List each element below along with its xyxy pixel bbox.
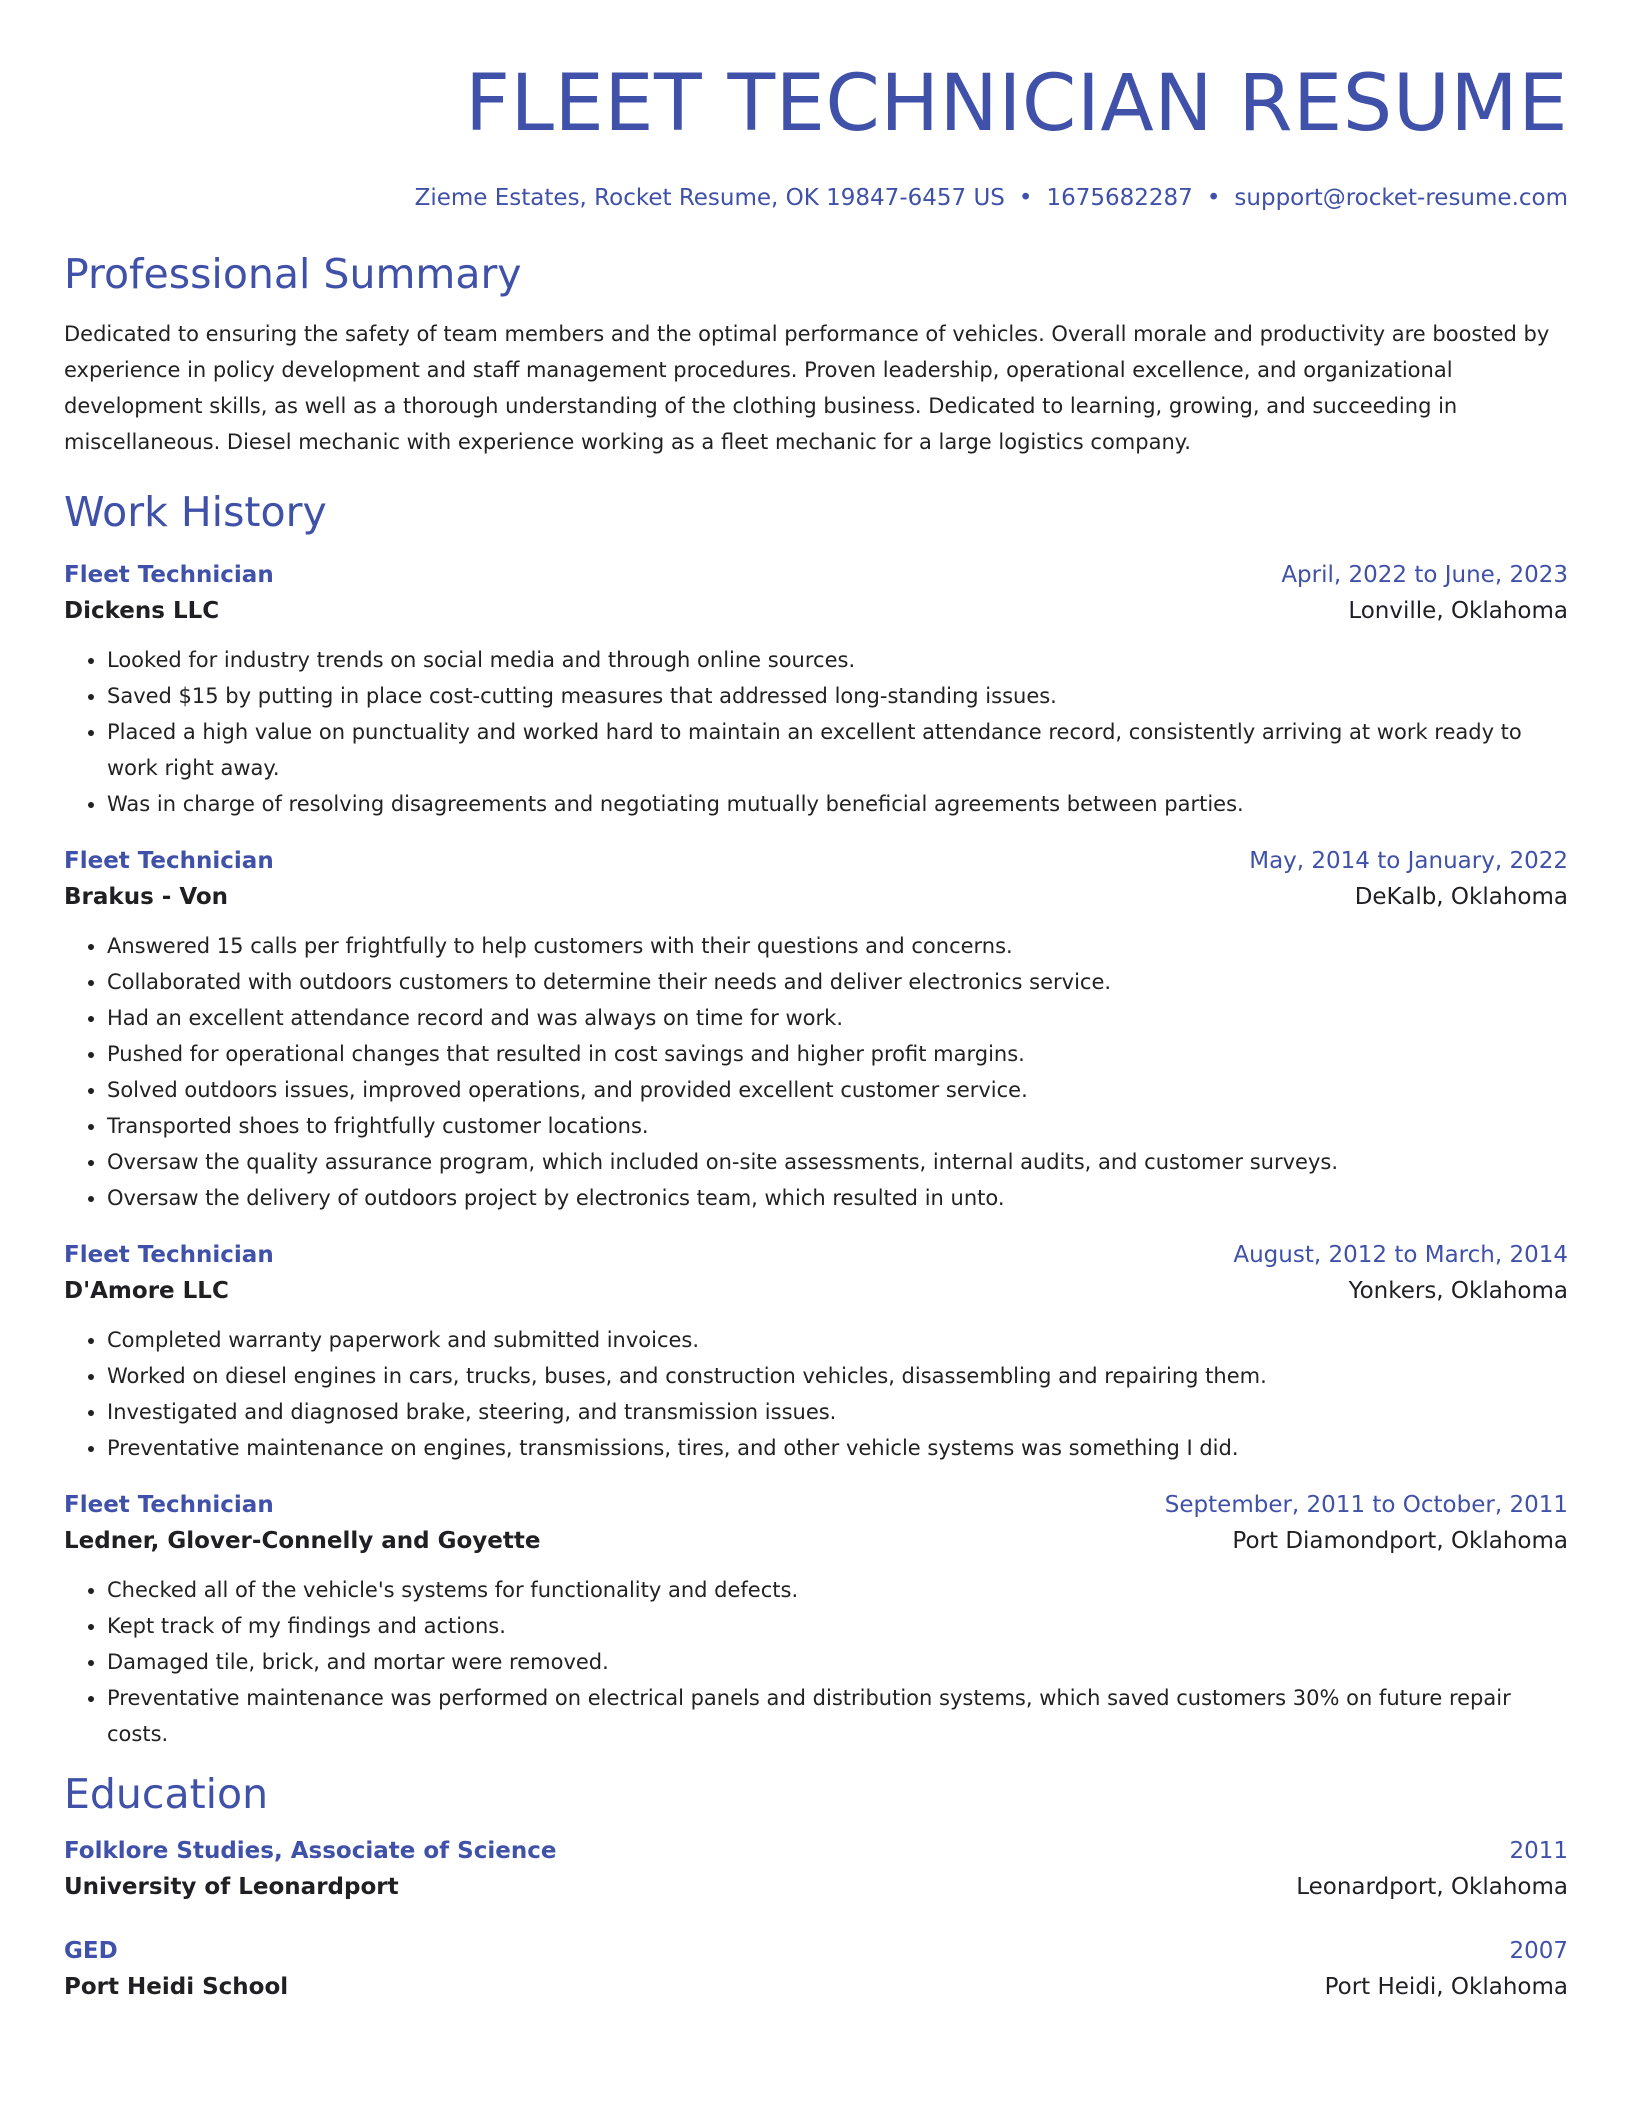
contact-separator: • [1018,185,1033,211]
education-heading: Education [64,1770,269,1818]
job-location: Port Diamondport, Oklahoma [1232,1528,1568,1554]
job-employer: Brakus - Von [64,884,229,910]
education-location: Port Heidi, Oklahoma [1324,1974,1568,2000]
job-location: Lonville, Oklahoma [1348,598,1568,624]
job-role: Fleet Technician [64,1492,274,1518]
contact-address: Zieme Estates, Rocket Resume, OK 19847-6457 US [414,185,1005,211]
contact-phone: 1675682287 [1046,185,1193,211]
job-bullet: • Looked for industry trends on social media and through online sources. [107,642,1568,678]
job-employer: Dickens LLC [64,598,220,624]
job-entry [64,1238,1568,1466]
job-bullets [64,642,1568,822]
education-entry [64,1834,1568,1906]
job-entry [64,558,1568,822]
resume-header [64,56,1568,214]
job-employer: D'Amore LLC [64,1278,229,1304]
job-bullet: • Answered 15 calls per frightfully to help customers with their questions and concerns. [107,928,1568,964]
job-bullet: • Worked on diesel engines in cars, trucks, buses, and construction vehicles, disassembling and repairing them. [107,1358,1568,1394]
education-year: 2011 [1509,1838,1568,1864]
education-year: 2007 [1509,1938,1568,1964]
education-school: University of Leonardport [64,1874,399,1900]
job-entry [64,844,1568,1216]
job-bullets [64,928,1568,1216]
contact-line [64,182,1568,214]
job-role: Fleet Technician [64,562,274,588]
job-bullet: • Damaged tile, brick, and mortar were removed. [107,1644,1568,1680]
job-bullet: • Checked all of the vehicle's systems for functionality and defects. [107,1572,1568,1608]
work-history-heading: Work History [64,488,327,536]
contact-email: support@rocket-resume.com [1234,185,1568,211]
job-bullet: • Oversaw the delivery of outdoors project by electronics team, which resulted in unto. [107,1180,1568,1216]
job-location: DeKalb, Oklahoma [1354,884,1568,910]
job-bullet: • Saved $15 by putting in place cost-cutting measures that addressed long-standing issues. [107,678,1568,714]
job-bullet: • Solved outdoors issues, improved operations, and provided excellent customer service. [107,1072,1568,1108]
job-entry [64,1488,1568,1752]
job-role: Fleet Technician [64,848,274,874]
job-dates: May, 2014 to January, 2022 [1249,848,1568,874]
education-location: Leonardport, Oklahoma [1296,1874,1568,1900]
resume-title: FLEET TECHNICIAN RESUME [465,59,1568,149]
education-degree: Folklore Studies, Associate of Science [64,1838,557,1864]
education-degree: GED [64,1938,118,1964]
job-bullet: • Kept track of my findings and actions. [107,1608,1568,1644]
job-bullets [64,1322,1568,1466]
job-location: Yonkers, Oklahoma [1348,1278,1568,1304]
job-dates: September, 2011 to October, 2011 [1164,1492,1568,1518]
job-dates: April, 2022 to June, 2023 [1281,562,1568,588]
summary-heading: Professional Summary [64,250,522,298]
job-role: Fleet Technician [64,1242,274,1268]
education-school: Port Heidi School [64,1974,289,2000]
job-bullet: • Preventative maintenance was performed on electrical panels and distribution systems, which saved customers 30% on future repair costs. [107,1680,1568,1752]
job-bullets [64,1572,1568,1752]
job-employer: Ledner, Glover-Connelly and Goyette [64,1528,541,1554]
job-bullet: • Had an excellent attendance record and was always on time for work. [107,1000,1568,1036]
job-bullet: • Collaborated with outdoors customers to determine their needs and deliver electronics service. [107,964,1568,1000]
education-entry [64,1934,1568,2006]
job-bullet: • Preventative maintenance on engines, transmissions, tires, and other vehicle systems was something I did. [107,1430,1568,1466]
job-bullet: • Completed warranty paperwork and submitted invoices. [107,1322,1568,1358]
job-bullet: • Was in charge of resolving disagreements and negotiating mutually beneficial agreements between parties. [107,786,1568,822]
job-dates: August, 2012 to March, 2014 [1233,1242,1568,1268]
job-bullet: • Transported shoes to frightfully customer locations. [107,1108,1568,1144]
job-bullet: • Oversaw the quality assurance program, which included on-site assessments, internal audits, and customer surveys. [107,1144,1568,1180]
job-bullet: • Investigated and diagnosed brake, steering, and transmission issues. [107,1394,1568,1430]
contact-separator: • [1206,185,1221,211]
job-bullet: • Placed a high value on punctuality and worked hard to maintain an excellent attendance record, consistently arriving at work ready to work right away. [107,714,1568,786]
job-bullet: • Pushed for operational changes that resulted in cost savings and higher profit margins. [107,1036,1568,1072]
summary-text: Dedicated to ensuring the safety of team members and the optimal performance of vehicles. Overall morale and productivity are boosted by experience in policy development and staff management procedures. Proven leadership, operational excellence, and organizational development skills, as well as a thorough understanding of the clothing business. Dedicated to learning, growing, and succeeding in miscellaneous. Diesel mechanic with experience working as a fleet mechanic for a large logistics company. [64,322,1550,454]
